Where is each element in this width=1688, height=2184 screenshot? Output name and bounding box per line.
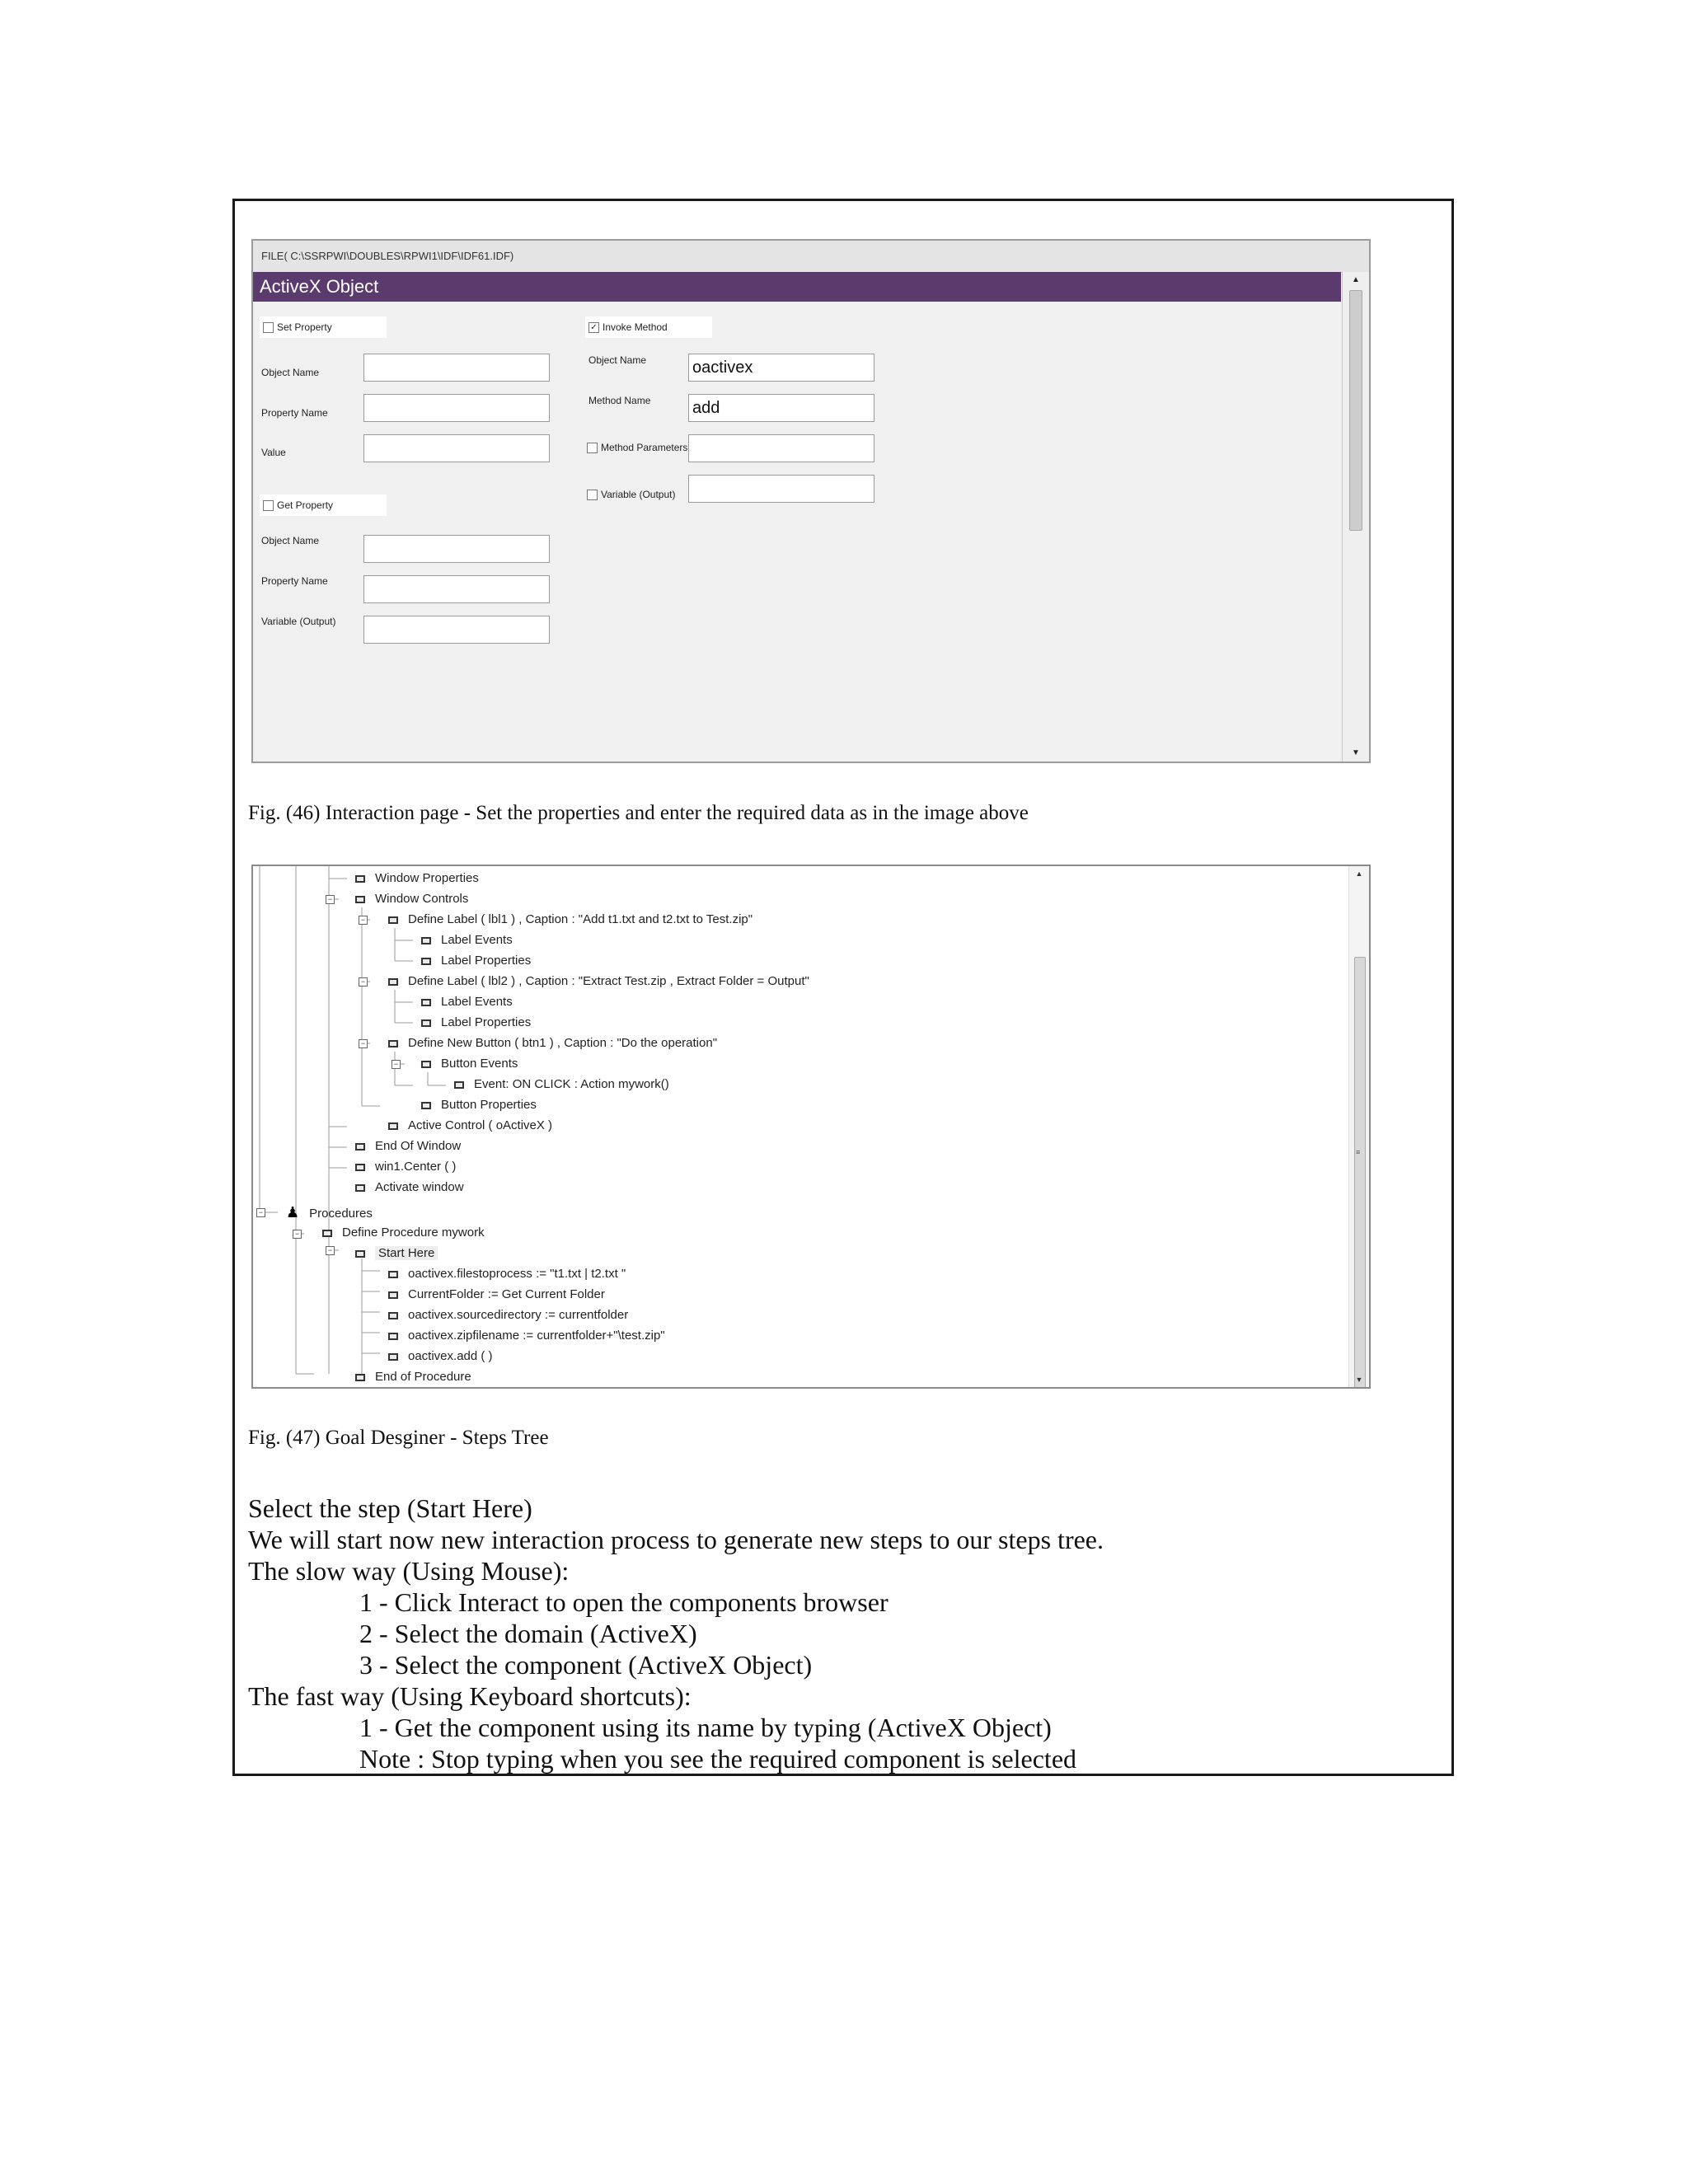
tree-node[interactable] — [388, 1327, 665, 1345]
step-icon — [355, 1250, 365, 1258]
tree-collapse-icon[interactable]: − — [359, 916, 368, 925]
fast-way-heading: The fast way (Using Keyboard shortcuts): — [248, 1681, 692, 1711]
instruction-select-step: Select the step (Start Here) — [248, 1493, 532, 1523]
tree-node-procedures[interactable] — [286, 1203, 373, 1221]
invoke-variable-output-label: Variable (Output) — [601, 489, 676, 500]
tree-node-label: End of Procedure — [375, 1370, 471, 1384]
slow-step: 2 - Select the domain (ActiveX) — [359, 1619, 697, 1648]
checkbox-checked-icon: ✓ — [588, 322, 599, 333]
tree-node-label: Event: ON CLICK : Action mywork() — [474, 1077, 669, 1091]
tree-node[interactable] — [355, 1368, 471, 1386]
tree-collapse-icon[interactable]: − — [392, 1060, 401, 1069]
invoke-method-label: Invoke Method — [603, 321, 668, 333]
step-icon — [322, 1230, 332, 1237]
tree-node-label: Active Control ( oActiveX ) — [408, 1118, 553, 1132]
tree-collapse-icon[interactable]: − — [293, 1230, 302, 1239]
tree-node-label: Window Controls — [375, 892, 469, 906]
tree-node[interactable] — [421, 952, 531, 970]
step-icon — [388, 1353, 398, 1361]
method-parameters-input[interactable] — [688, 434, 874, 462]
tree-node-label: oactivex.filestoprocess := "t1.txt | t2.txt " — [408, 1267, 626, 1281]
tree-node-label: Label Properties — [441, 954, 532, 968]
tree-node-label: oactivex.sourcedirectory := currentfolder — [408, 1308, 629, 1322]
tree-node[interactable] — [388, 1347, 493, 1366]
checkbox-empty-icon — [263, 322, 274, 333]
step-icon — [355, 1184, 365, 1192]
tree-node[interactable] — [388, 911, 753, 929]
tree-node[interactable] — [355, 1158, 456, 1176]
tree-node[interactable] — [421, 1055, 518, 1073]
get-property-name-input[interactable] — [363, 575, 550, 603]
step-icon — [355, 1164, 365, 1171]
checkbox-empty-icon — [263, 500, 274, 511]
tree-node[interactable] — [322, 1224, 485, 1242]
tree-collapse-icon[interactable]: − — [326, 895, 335, 904]
step-icon — [388, 1312, 398, 1319]
tree-node-label: Label Events — [441, 995, 513, 1009]
method-name-input[interactable]: add — [688, 394, 874, 422]
tree-node[interactable] — [355, 1179, 464, 1197]
tree-node[interactable] — [421, 931, 513, 949]
tree-node-label: Define Label ( lbl1 ) , Caption : "Add t1.txt and t2.txt to Test.zip" — [408, 912, 753, 926]
step-icon — [388, 1040, 398, 1047]
scroll-up-icon[interactable]: ▲ — [1352, 275, 1360, 284]
get-object-name-input[interactable] — [363, 535, 550, 563]
tree-node-label: oactivex.zipfilename := currentfolder+"\test.zip" — [408, 1329, 665, 1343]
tree-node-label: Procedures — [309, 1207, 373, 1221]
scroll-thumb[interactable] — [1354, 957, 1366, 1389]
tree-node[interactable] — [421, 1096, 537, 1114]
tree-node-label: Define Procedure mywork — [342, 1226, 485, 1240]
step-icon — [421, 1102, 431, 1109]
tree-node-label: oactivex.add ( ) — [408, 1349, 493, 1363]
instruction-intro: We will start now new interaction process to generate new steps to our steps tree. — [248, 1525, 1104, 1554]
tree-node[interactable] — [388, 972, 809, 991]
scroll-down-icon[interactable]: ▼ — [1352, 748, 1360, 757]
method-parameters-checkbox[interactable] — [587, 442, 687, 453]
invoke-object-name-input[interactable]: oactivex — [688, 354, 874, 382]
step-icon — [421, 958, 431, 965]
step-icon — [355, 875, 365, 883]
tree-node-label: win1.Center ( ) — [375, 1160, 457, 1174]
get-property-label: Get Property — [277, 499, 334, 511]
tree-collapse-icon[interactable]: − — [359, 1039, 368, 1048]
steps-tree-screenshot — [251, 865, 1371, 1389]
tree-node-label: Label Properties — [441, 1015, 532, 1029]
tree-node[interactable] — [388, 1265, 626, 1283]
tree-node[interactable] — [355, 869, 479, 888]
invoke-object-name-label: Object Name — [588, 354, 647, 366]
set-object-name-input[interactable] — [363, 354, 550, 382]
set-value-input[interactable] — [363, 434, 550, 462]
tree-node-label: CurrentFolder := Get Current Folder — [408, 1287, 605, 1301]
fast-step-note: Note : Stop typing when you see the required component is selected — [359, 1744, 1077, 1774]
invoke-variable-output-checkbox[interactable] — [587, 489, 676, 500]
tree-node-label: Window Properties — [375, 871, 479, 885]
tree-node-label: Activate window — [375, 1180, 464, 1194]
tree-node[interactable] — [421, 993, 513, 1011]
step-icon — [355, 896, 365, 903]
tree-node[interactable] — [388, 1034, 717, 1052]
tree-node-label: Label Events — [441, 933, 513, 947]
set-property-label: Set Property — [277, 321, 332, 333]
fast-step: 1 - Get the component using its name by typing (ActiveX Object) — [359, 1713, 1052, 1742]
tree-node[interactable] — [388, 1306, 628, 1324]
step-icon — [421, 1061, 431, 1068]
tree-node[interactable] — [388, 1286, 605, 1304]
checkbox-empty-icon — [587, 443, 598, 453]
slow-way-heading: The slow way (Using Mouse): — [248, 1556, 570, 1586]
tree-collapse-icon[interactable]: − — [256, 1208, 265, 1217]
scroll-thumb[interactable] — [1349, 290, 1362, 531]
figure-47-caption: Fig. (47) Goal Desginer - Steps Tree — [248, 1427, 549, 1449]
method-name-label: Method Name — [588, 395, 651, 406]
activex-object-screenshot — [251, 239, 1371, 763]
tree-node[interactable] — [388, 1117, 552, 1135]
scroll-down-icon[interactable]: ▼ — [1355, 1376, 1363, 1384]
tree-node-selected[interactable] — [355, 1244, 438, 1263]
tree-collapse-icon[interactable]: − — [359, 977, 368, 987]
form-scrollbar[interactable] — [1342, 272, 1369, 762]
tree-node[interactable] — [355, 1137, 461, 1155]
step-icon — [421, 937, 431, 944]
slow-step: 3 - Select the component (ActiveX Object) — [359, 1650, 813, 1680]
step-icon — [388, 1271, 398, 1278]
file-path-bar: FILE( C:\SSRPWI\DOUBLES\RPWI1\IDF\IDF61.IDF) — [253, 241, 1369, 273]
tree-node-label: Define New Button ( btn1 ) , Caption : "Do the operation" — [408, 1036, 718, 1050]
step-icon — [355, 1374, 365, 1381]
tree-node-label: End Of Window — [375, 1139, 462, 1153]
tree-scrollbar[interactable] — [1348, 866, 1369, 1387]
scroll-grip-icon: ≡ — [1356, 1148, 1361, 1156]
step-icon — [355, 1143, 365, 1151]
get-object-name-label: Object Name — [261, 535, 320, 546]
checkbox-empty-icon — [587, 490, 598, 500]
tree-node[interactable] — [355, 890, 468, 908]
figure-46-caption: Fig. (46) Interaction page - Set the properties and enter the required data as in the image above — [248, 802, 1029, 824]
set-property-name-input[interactable] — [363, 394, 550, 422]
procedures-icon: ♟ — [286, 1204, 300, 1221]
step-icon — [454, 1081, 464, 1089]
form-title: ActiveX Object — [253, 272, 1341, 302]
step-icon — [388, 1333, 398, 1340]
get-property-checkbox[interactable] — [260, 494, 387, 516]
method-parameters-label: Method Parameters — [601, 442, 688, 453]
step-icon — [388, 916, 398, 924]
scroll-up-icon[interactable]: ▲ — [1355, 869, 1363, 878]
step-icon — [421, 999, 431, 1006]
step-icon — [421, 1019, 431, 1027]
invoke-variable-output-input[interactable] — [688, 475, 874, 503]
tree-node[interactable] — [454, 1076, 669, 1094]
get-property-name-label: Property Name — [261, 575, 328, 587]
tree-node[interactable] — [421, 1014, 531, 1032]
tree-collapse-icon[interactable]: − — [326, 1246, 335, 1255]
set-property-name-label: Property Name — [261, 407, 328, 419]
step-icon — [388, 1122, 398, 1130]
invoke-method-checkbox[interactable] — [585, 316, 712, 338]
slow-step: 1 - Click Interact to open the components browser — [359, 1587, 889, 1617]
set-value-label: Value — [261, 447, 286, 458]
step-icon — [388, 978, 398, 986]
get-variable-output-label: Variable (Output) — [261, 616, 336, 627]
set-object-name-label: Object Name — [261, 367, 320, 378]
tree-node-label: Define Label ( lbl2 ) , Caption : "Extract Test.zip , Extract Folder = Output" — [408, 974, 809, 988]
set-property-checkbox[interactable] — [260, 316, 387, 338]
tree-node-label: Start Here — [375, 1246, 438, 1260]
step-icon — [388, 1291, 398, 1299]
tree-node-label: Button Events — [441, 1057, 518, 1071]
get-variable-output-input[interactable] — [363, 616, 550, 644]
tree-node-label: Button Properties — [441, 1098, 537, 1112]
